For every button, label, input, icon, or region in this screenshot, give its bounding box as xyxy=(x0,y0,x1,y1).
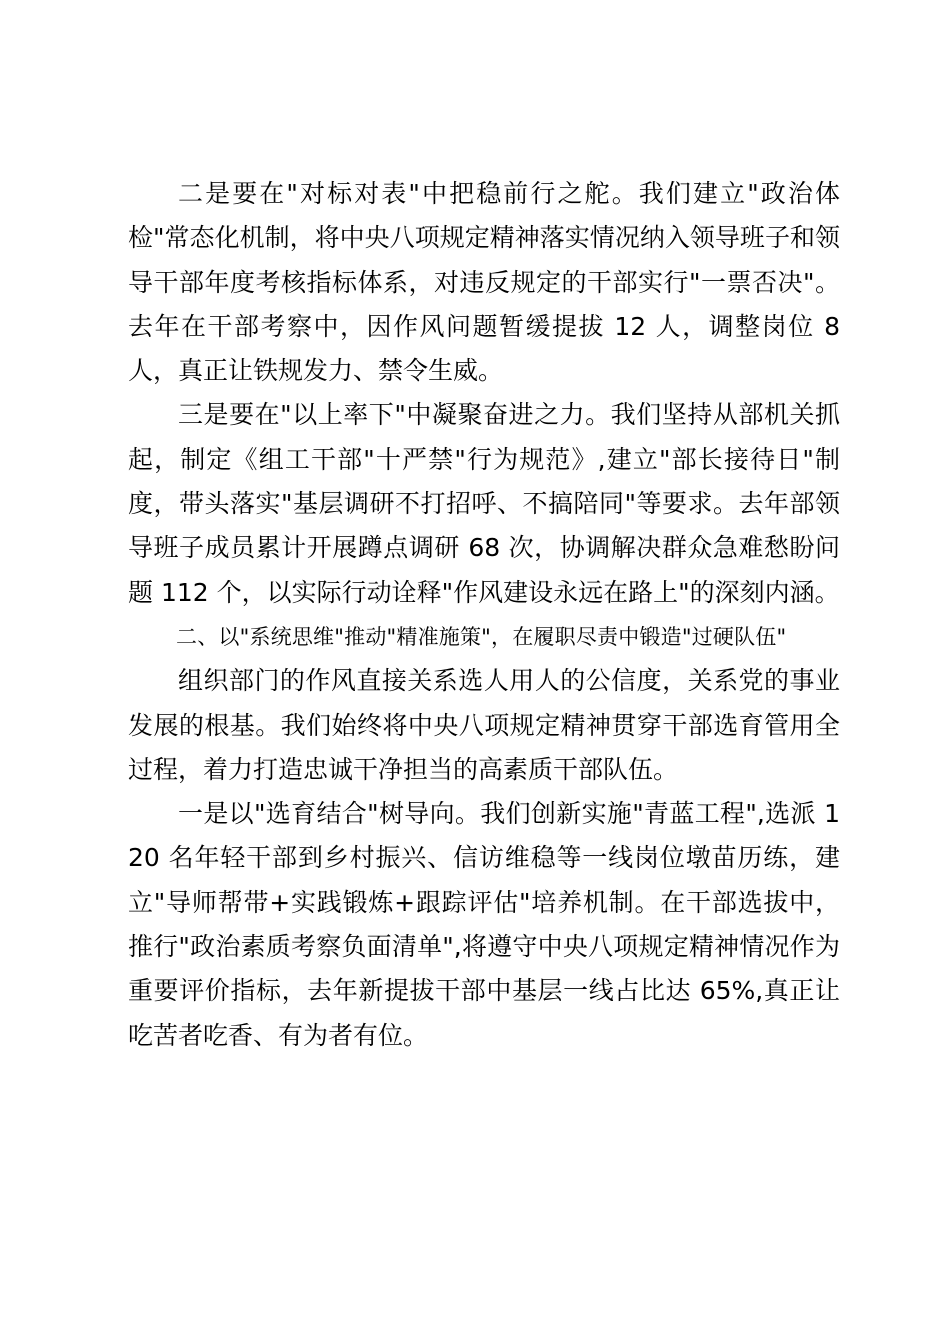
paragraph-lead-by-example: 三是要在"以上率下"中凝聚奋进之力。我们坚持从部机关抓起，制定《组工干部"十严禁"行为规范》,建立"部长接待日"制度，带头落实"基层调研不打招呼、不搞陪同"等要求。去年部领导班子成员累计开展蹲点调研 68 次，协调解决群众急难愁盼问题 112 个，以实际行动诠释"作风建设永远在路上"的深刻内涵。 xyxy=(128,400,840,607)
paragraph-section-intro: 组织部门的作风直接关系选人用人的公信度，关系党的事业发展的根基。我们始终将中央八项规定精神贯穿干部选育管用全过程，着力打造忠诚干净担当的高素质干部队伍。 xyxy=(128,666,840,784)
document-body xyxy=(128,172,840,1058)
paragraph-selection-training: 一是以"选育结合"树导向。我们创新实施"青蓝工程",选派 120 名年轻干部到乡村振兴、信访维稳等一线岗位墩苗历练，建立"导师帮带+实践锻炼+跟踪评估"培养机制。在干部选拔中，推行"政治素质考察负面清单",将遵守中央八项规定精神情况作为重要评价指标，去年新提拔干部中基层一线占比达 65%,真正让吃苦者吃香、有为者有位。 xyxy=(128,799,840,1050)
paragraph-political-checkup: 二是要在"对标对表"中把稳前行之舵。我们建立"政治体检"常态化机制，将中央八项规定精神落实情况纳入领导班子和领导干部年度考核指标体系，对违反规定的干部实行"一票否决"。去年在干部考察中，因作风问题暂缓提拔 12 人，调整岗位 8 人，真正让铁规发力、禁令生威。 xyxy=(128,179,840,386)
section-heading-2: 二、以"系统思维"推动"精准施策"，在履职尽责中锻造"过硬队伍" xyxy=(176,624,787,649)
